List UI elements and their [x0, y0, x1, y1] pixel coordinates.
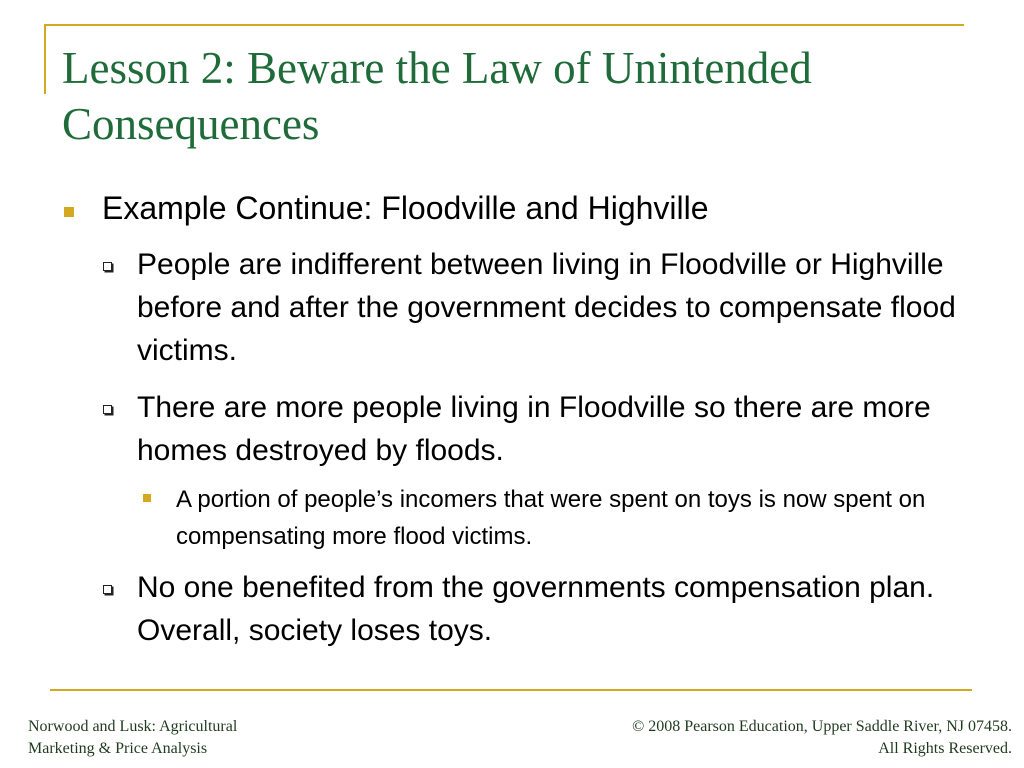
hollow-square-bullet-icon — [103, 585, 112, 594]
footer-right — [492, 716, 1012, 760]
square-bullet-icon — [143, 494, 151, 502]
bullet-sub-3: No one benefited from the governments compensation plan. Overall, society loses toys. — [137, 571, 935, 647]
bullet-sub-2: There are more people living in Floodville so there are more homes destroyed by floods. — [137, 391, 931, 467]
footer-rights: All Rights Reserved. — [878, 740, 1012, 757]
footer-copyright: © 2008 Pearson Education, Upper Saddle River, NJ 07458. — [632, 718, 1012, 735]
hollow-square-bullet-icon — [103, 405, 112, 414]
top-frame-line — [44, 24, 964, 26]
square-bullet-icon — [64, 207, 74, 217]
bullet-sub-1: People are indifferent between living in Floodville or Highville before and after the government decides to compensate flood victims. — [137, 248, 956, 367]
hollow-square-bullet-icon — [103, 262, 112, 271]
left-frame-line — [44, 24, 46, 94]
footer-divider — [50, 689, 972, 691]
footer-left — [28, 716, 328, 760]
bullet-level1: Example Continue: Floodville and Highville — [102, 190, 709, 226]
slide-title: Lesson 2: Beware the Law of Unintended Consequences — [62, 43, 812, 149]
footer-left-line2: Marketing & Price Analysis — [28, 740, 208, 757]
bullet-sub-2-detail: A portion of people’s incomers that were spent on toys is now spent on compensating more flood victims. — [176, 486, 926, 550]
footer-left-line1: Norwood and Lusk: Agricultural — [28, 718, 238, 735]
